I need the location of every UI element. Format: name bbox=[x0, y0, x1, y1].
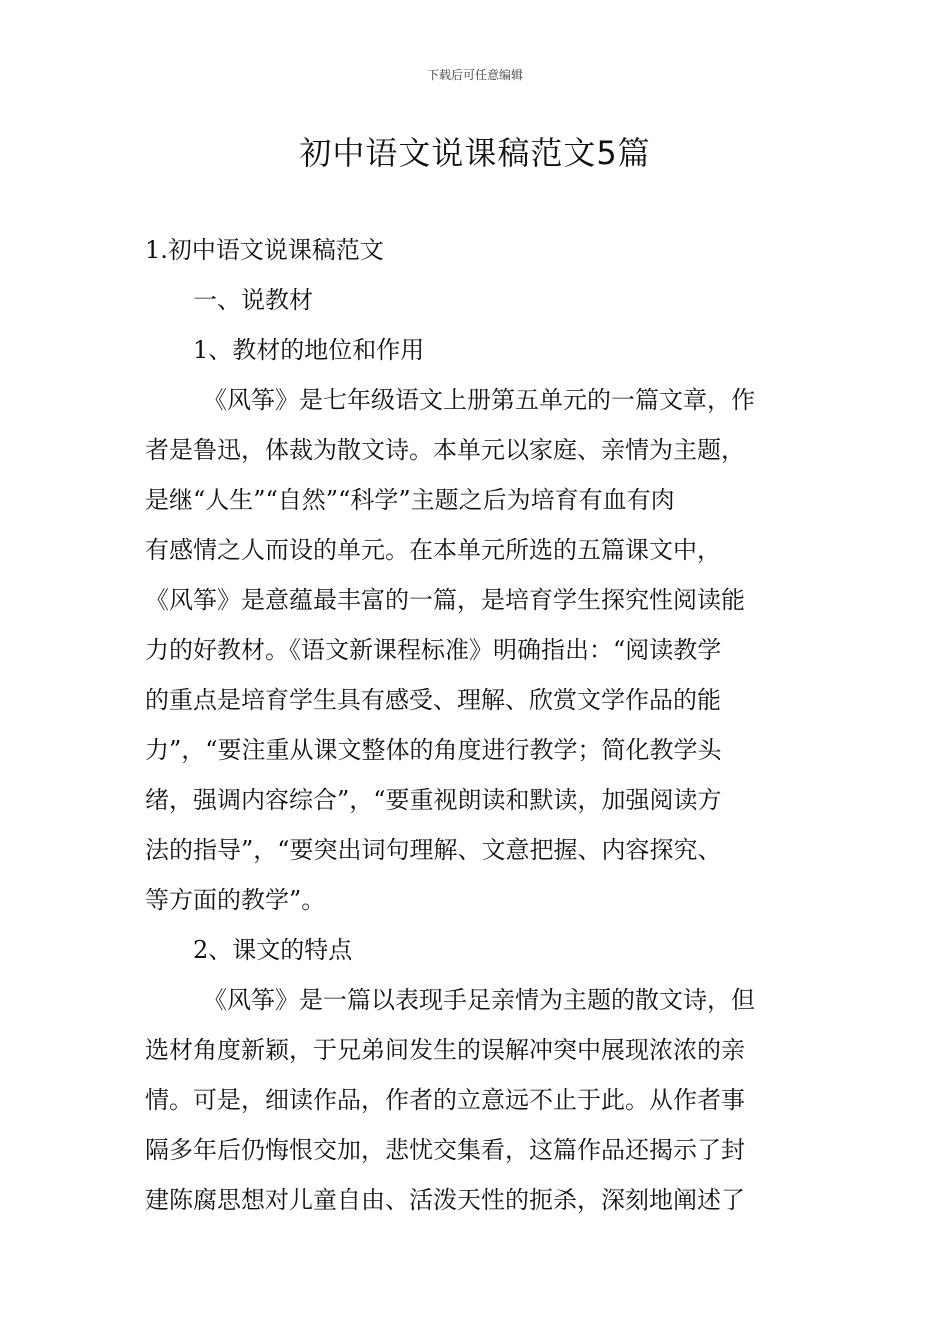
paragraph-line: 建陈腐思想对儿童自由、活泼天性的扼杀，深刻地阐述了 bbox=[145, 1186, 745, 1214]
document-title: 初中语文说课稿范文5篇 bbox=[299, 134, 651, 172]
paragraph-line: 力”，“要注重从课文整体的角度进行教学；简化教学头 bbox=[145, 736, 722, 764]
paragraph-1 bbox=[145, 375, 805, 925]
paragraph-line: 《风筝》是一篇以表现手足亲情为主题的散文诗，但 bbox=[203, 986, 755, 1014]
paragraph-2 bbox=[145, 975, 805, 1225]
paragraph-line: 选材角度新颖，于兄弟间发生的误解冲突中展现浓浓的亲 bbox=[145, 1036, 745, 1064]
part-heading: 一、说教材 bbox=[193, 286, 313, 314]
paragraph-line: 等方面的教学”。 bbox=[145, 886, 326, 914]
paragraph-line: 是继“人生”“自然”“科学”主题之后为培育有血有肉 bbox=[145, 486, 675, 514]
paragraph-line: 法的指导”，“要突出词句理解、文意把握、内容探究、 bbox=[145, 836, 722, 864]
paragraph-line: 绪，强调内容综合”，“要重视朗读和默读，加强阅读方 bbox=[145, 786, 722, 814]
page-header-note: 下载后可任意编辑 bbox=[426, 68, 523, 82]
paragraph-line: 《风筝》是意蕴最丰富的一篇，是培育学生探究性阅读能 bbox=[145, 586, 745, 614]
paragraph-line: 有感情之人而设的单元。在本单元所选的五篇课文中， bbox=[145, 536, 721, 564]
paragraph-line: 情。可是，细读作品，作者的立意远不止于此。从作者事 bbox=[145, 1086, 745, 1114]
paragraph-line: 《风筝》是七年级语文上册第五单元的一篇文章，作 bbox=[203, 386, 755, 414]
subsection-heading-2: 2、课文的特点 bbox=[193, 936, 353, 964]
paragraph-line: 者是鲁迅，体裁为散文诗。本单元以家庭、亲情为主题， bbox=[145, 436, 745, 464]
paragraph-line: 隔多年后仍悔恨交加，悲忧交集看，这篇作品还揭示了封 bbox=[145, 1136, 745, 1164]
subsection-heading-1: 1、教材的地位和作用 bbox=[193, 336, 425, 364]
document-body bbox=[145, 225, 805, 1225]
paragraph-line: 的重点是培育学生具有感受、理解、欣赏文学作品的能 bbox=[145, 686, 721, 714]
section-heading: 1.初中语文说课稿范文 bbox=[145, 236, 384, 264]
paragraph-line: 力的好教材。《语文新课程标准》明确指出：“阅读教学 bbox=[145, 636, 722, 664]
